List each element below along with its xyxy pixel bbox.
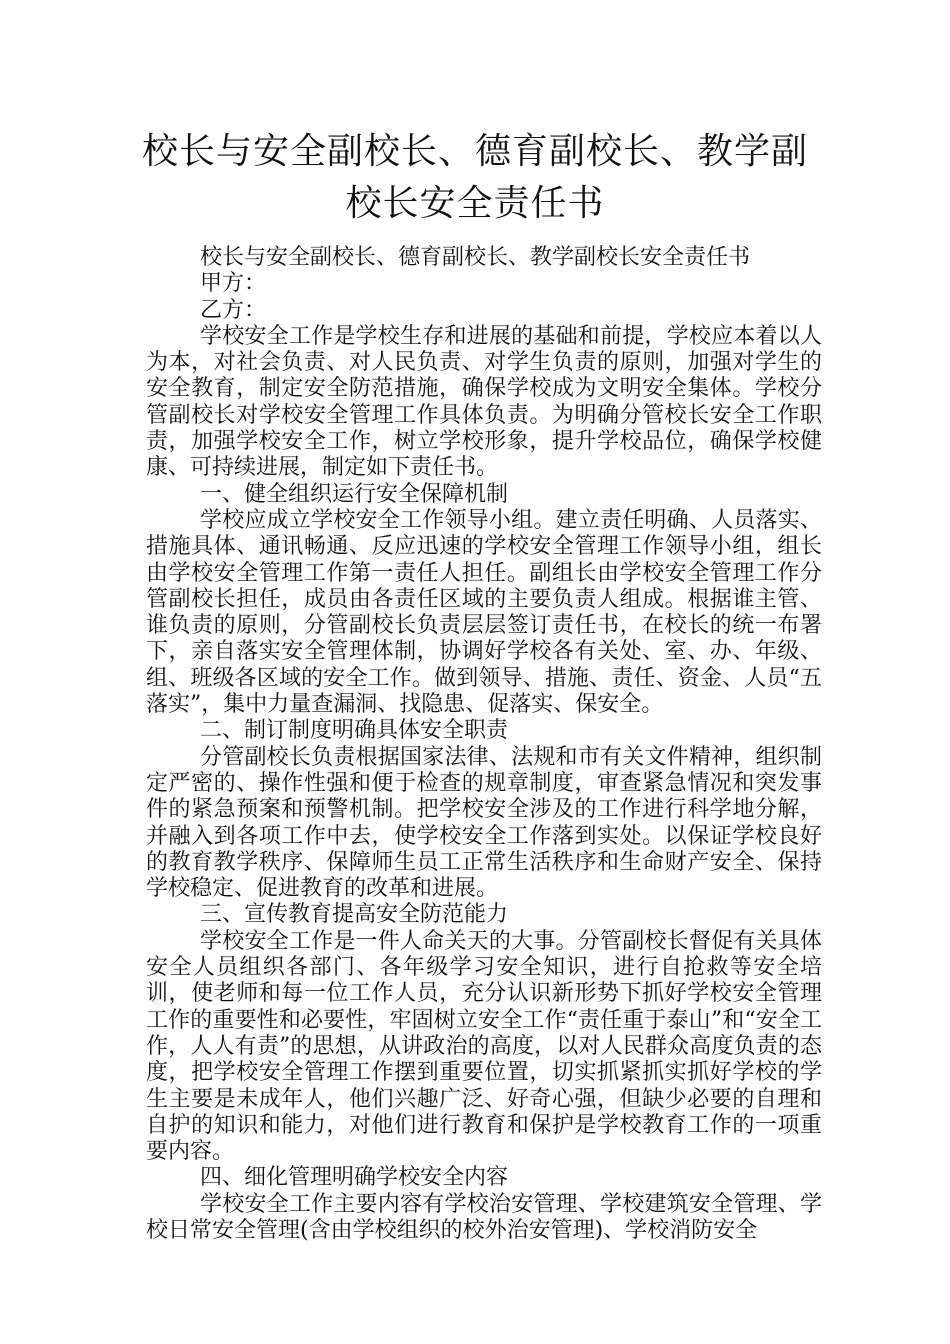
section-body-3: 学校安全工作是一件人命关天的大事。分管副校长督促有关具体安全人员组织各部门、各年级学习安全知识，进行自抢救等安全培训，使老师和每一位工作人员，充分认识新形势下抓好学校安全管理工作的重要性和必要性，牢固树立安全工作“责任重于泰山”和“安全工作，人人有责”的思想，从讲政治的高度，以对人民群众高度负责的态度，把学校安全管理工作摆到重要位置，切实抓紧抓实抓好学校的学生主要是未成年人，他们兴趣广泛、好奇心强，但缺少必要的自理和自护的知识和能力，对他们进行教育和保护是学校教育工作的一项重要内容。 [146,928,822,1165]
section-body-1: 学校应成立学校安全工作领导小组。建立责任明确、人员落实、措施具体、通讯畅通、反应迅速的学校安全管理工作领导小组，组长由学校安全管理工作第一责任人担任。副组长由学校安全管理工作分管副校长担任，成员由各责任区域的主要负责人组成。根据谁主管、谁负责的原则，分管副校长负责层层签订责任书，在校长的统一布署下，亲自落实安全管理体制，协调好学校各有关处、室、办、年级、组、班级各区域的安全工作。做到领导、措施、责任、资金、人员“五落实”，集中力量查漏洞、找隐患、促落实、保安全。 [146,507,822,718]
party-a-line: 甲方： [200,271,267,297]
document-body [146,245,822,1244]
title-line-1: 校长与安全副校长、德育副校长、教学副 [141,131,808,172]
intro-paragraph: 学校安全工作是学校生存和进展的基础和前提，学校应本着以人为本，对社会负责、对人民负责、对学生负责的原则，加强对学生的安全教育，制定安全防范措施，确保学校成为文明安全集体。学校分管副校长对学校安全管理工作具体负责。为明确分管校长安全工作职责，加强学校安全工作，树立学校形象，提升学校品位，确保学校健康、可持续进展，制定如下责任书。 [146,323,822,481]
subtitle-paragraph: 校长与安全副校长、德育副校长、教学副校长安全责任书 [200,245,751,270]
title-line-2: 校长安全责任书 [345,183,605,224]
section-heading-1: 一、健全组织运行安全保障机制 [200,481,509,507]
section-body-4: 学校安全工作主要内容有学校治安管理、学校建筑安全管理、学校日常安全管理(含由学校组织的校外治安管理)、学校消防安全 [146,1191,822,1243]
section-heading-3: 三、宣传教育提高安全防范能力 [200,902,509,928]
party-b-line: 乙方： [200,297,267,323]
section-heading-4: 四、细化管理明确学校安全内容 [200,1165,509,1191]
document-title [100,126,850,230]
section-body-2: 分管副校长负责根据国家法律、法规和市有关文件精神，组织制定严密的、操作性强和便于检查的规章制度，审查紧急情况和突发事件的紧急预案和预警机制。把学校安全涉及的工作进行科学地分解，并融入到各项工作中去，使学校安全工作落到实处。以保证学校良好的教育教学秩序、保障师生员工正常生活秩序和生命财产安全、保持学校稳定、促进教育的改革和进展。 [146,744,822,902]
section-heading-2: 二、制订制度明确具体安全职责 [200,718,509,744]
